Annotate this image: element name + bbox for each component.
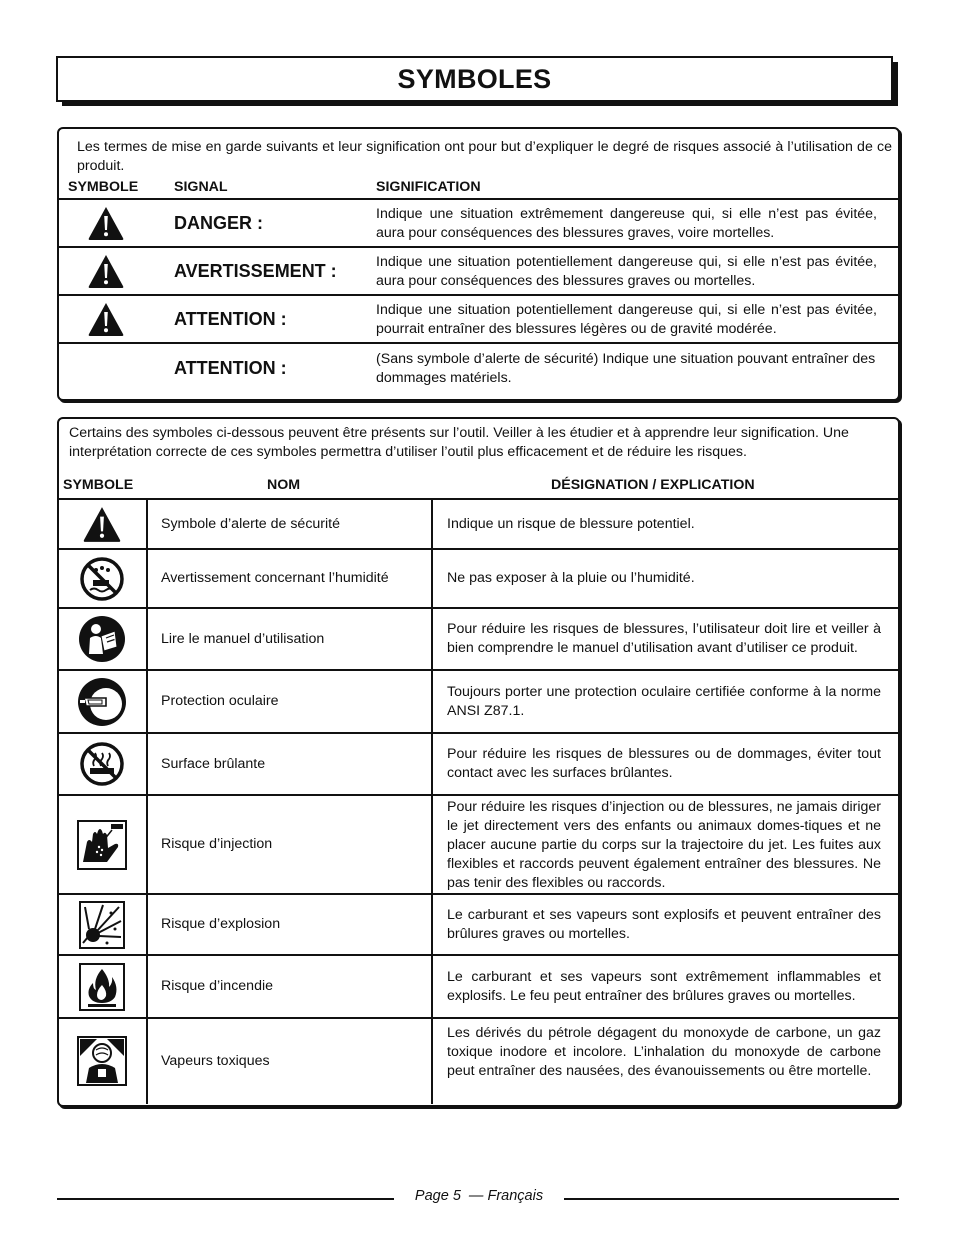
fire-hazard-icon	[58, 956, 146, 1017]
signal-meaning: (Sans symbole d’alerte de sécurité) Indique une situation pouvant entraîner des dommages matériels.	[376, 351, 876, 386]
eye-protection-icon	[58, 671, 146, 732]
safety-alert-icon	[58, 500, 146, 548]
signal-label: ATTENTION :	[174, 308, 287, 329]
symbol-name: Surface brûlante	[161, 755, 266, 772]
signal-label: ATTENTION :	[174, 357, 287, 378]
symbol-explanation: Pour réduire les risques d’injection ou de blessures, ne jamais diriger le jet directement vers des enfants ou animaux domes-tiques et ne placer aucune partie du corps sur la trajectoire du jet. Les fuites aux flexibles et raccords peuvent également entraîner des blessures. Ne pas tenir des flexibles ou raccords.	[447, 799, 881, 891]
wet-conditions-icon	[58, 550, 146, 607]
footer-rule-left	[57, 1198, 394, 1200]
footer-rule-right	[564, 1198, 899, 1200]
column-divider	[431, 498, 433, 1104]
symbol-explanation: Les dérivés du pétrole dégagent du monoxyde de carbone, un gaz toxique inodore et incolore. L’inhalation du monoxyde de carbone peut entraîner des nausées, des évanouissements ou être mortelle.	[447, 1025, 881, 1079]
symbol-explanation: Ne pas exposer à la pluie ou l’humidité.	[447, 570, 695, 586]
symbols-intro-text: Certains des symboles ci-dessous peuvent être présents sur l’outil. Veiller à les étudier et à apprendre leur signification. Une interprétation correcte de ces symboles permettra d’utiliser l’outil plus efficacement et de réduire les risques.	[69, 425, 849, 460]
header-signal: SIGNAL	[174, 179, 228, 195]
signal-meaning: Indique une situation potentiellement dangereuse qui, si elle n’est pas évitée, aura pour conséquences des blessures graves ou mortelles.	[376, 254, 877, 289]
page-title-box	[56, 56, 893, 102]
signal-intro-text: Les termes de mise en garde suivants et leur signification ont pour but d’expliquer le degré de risques associé à l’utilisation de ce produit.	[77, 139, 892, 174]
symbol-name: Risque d’injection	[161, 836, 273, 852]
signal-meaning: Indique une situation extrêmement dangereuse qui, si elle n’est pas évitée, aura pour conséquences des blessures graves, voire mortelles.	[376, 206, 877, 241]
signal-label: AVERTISSEMENT :	[174, 260, 337, 281]
symbol-explanation: Toujours porter une protection oculaire certifiée conforme à la norme ANSI Z87.1.	[447, 683, 881, 719]
symbol-explanation: Indique un risque de blessure potentiel.	[447, 515, 695, 532]
warning-triangle-icon	[86, 300, 126, 338]
symbol-name: Risque d’incendie	[161, 978, 273, 994]
symbol-name: Protection oculaire	[161, 693, 279, 709]
symbol-name: Symbole d’alerte de sécurité	[161, 515, 341, 532]
hot-surface-icon	[58, 734, 146, 794]
symbol-name: Avertissement concernant l’humidité	[161, 570, 389, 586]
symbol-name: Vapeurs toxiques	[161, 1052, 270, 1069]
symbol-explanation: Pour réduire les risques de blessures, l’utilisateur doit lire et veiller à bien comprendre le manuel d’utilisation avant d’utiliser ce produit.	[447, 621, 881, 656]
column-divider	[146, 498, 148, 1104]
symbol-explanation: Le carburant et ses vapeurs sont explosifs et peuvent entraîner des brûlures graves ou mortelles.	[447, 906, 881, 942]
signal-label: DANGER :	[174, 212, 263, 233]
header-meaning: SIGNIFICATION	[376, 179, 481, 195]
header-symbol: SYMBOLE	[63, 477, 134, 493]
warning-triangle-icon	[86, 252, 126, 290]
page-number: Page 5 — Français	[414, 1188, 544, 1204]
read-manual-icon	[58, 609, 146, 669]
signal-meaning: Indique une situation potentiellement dangereuse qui, si elle n’est pas évitée, pourrait entraîner des blessures légères ou de gravité modérée.	[376, 302, 877, 337]
header-explanation: DÉSIGNATION / EXPLICATION	[551, 477, 755, 493]
header-symbol: SYMBOLE	[68, 179, 139, 195]
explosion-hazard-icon	[58, 895, 146, 954]
warning-triangle-icon	[86, 204, 126, 242]
symbol-name: Risque d’explosion	[161, 916, 281, 932]
page-title: SYMBOLES	[397, 63, 552, 94]
injection-hazard-icon	[58, 796, 146, 893]
symbol-name: Lire le manuel d’utilisation	[161, 630, 325, 647]
symbol-explanation: Pour réduire les risques de blessures ou de dommages, éviter tout contact avec les surfaces brûlantes.	[447, 746, 881, 781]
toxic-fumes-icon	[58, 1019, 146, 1103]
symbol-explanation: Le carburant et ses vapeurs sont extrêmement inflammables et explosifs. Le feu peut entraîner des brûlures graves ou mortelles.	[447, 968, 881, 1004]
header-name: NOM	[267, 477, 301, 493]
